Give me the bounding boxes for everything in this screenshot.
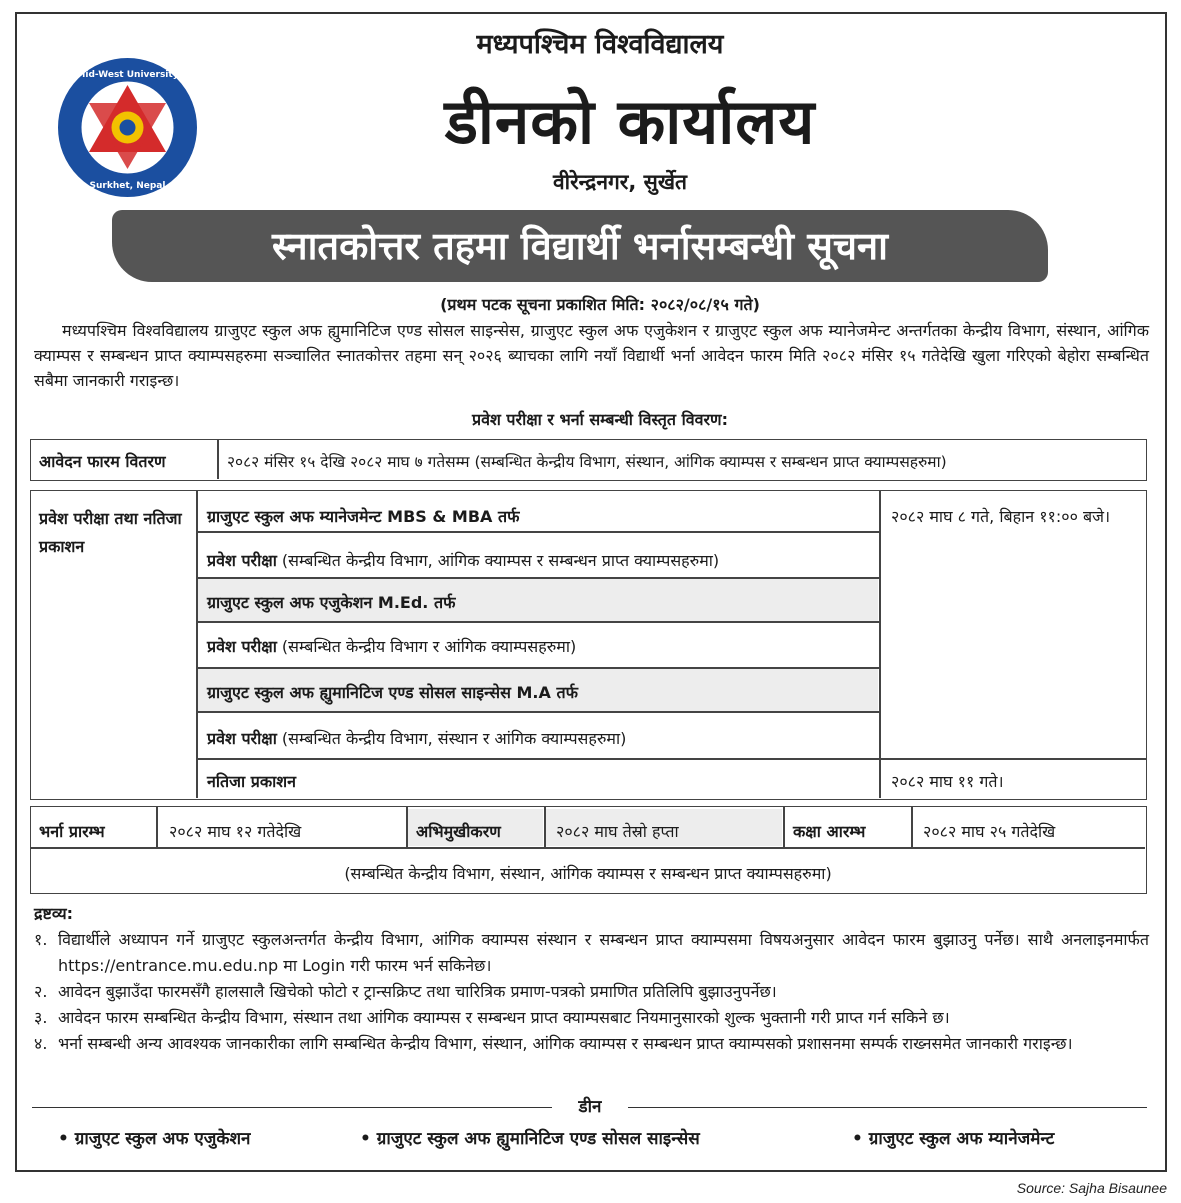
details-title: प्रवेश परीक्षा र भर्ना सम्बन्धी विस्तृत विवरण:: [471, 410, 729, 429]
notes-list: [34, 927, 1149, 1057]
notice-banner: स्नातकोत्तर तहमा विद्यार्थी भर्नासम्बन्धी सूचना: [112, 210, 1048, 282]
note-item: २. आवेदन बुझाउँदा फारमसँगै हालसालै खिचेको फोटो र ट्रान्सक्रिप्ट तथा चारित्रिक प्रमाण-पत्रको प्रमाणित प्रतिलिपि बुझाउनुपर्नेछ।: [34, 982, 777, 1001]
exam-table: [30, 490, 1147, 800]
form-distribution-row: [30, 439, 1147, 481]
university-logo: [55, 55, 200, 200]
note-item: ३. आवेदन फारम सम्बन्धित केन्द्रीय विभाग, संस्थान तथा आंगिक क्याम्पस र सम्बन्धन प्राप्त क्याम्पसबाट नियमानुसारको शुल्क भुक्तानी गरी प्राप्त गर्न सकिने छ।: [34, 1008, 950, 1027]
admission-start-label: भर्ना प्रारम्भ: [39, 822, 105, 841]
exam-management-heading: ग्राजुएट स्कुल अफ म्यानेजमेन्ट MBS & MBA तर्फ: [207, 507, 520, 526]
exam-education-detail: प्रवेश परीक्षा (सम्बन्धित केन्द्रीय विभाग र आंगिक क्याम्पसहरुमा): [207, 637, 577, 656]
orientation-label: अभिमुखीकरण: [408, 809, 543, 846]
result-label: नतिजा प्रकाशन: [207, 772, 297, 791]
class-start-value: २०८२ माघ २५ गतेदेखि: [923, 822, 1056, 841]
svg-text:Mid-West University: Mid-West University: [76, 70, 179, 80]
footer-school-education: • ग्राजुएट स्कुल अफ एजुकेशन: [58, 1129, 251, 1149]
source-credit: Source: Sajha Bisaunee: [1016, 1180, 1167, 1196]
form-distribution-label: आवेदन फारम वितरण: [39, 452, 166, 471]
publication-date: (प्रथम पटक सूचना प्रकाशित मिति: २०८२/०८/१५ गते): [440, 295, 760, 314]
exam-humanities-detail: प्रवेश परीक्षा (सम्बन्धित केन्द्रीय विभाग, संस्थान र आंगिक क्याम्पसहरुमा): [207, 729, 627, 748]
exam-date: २०८२ माघ ८ गते, बिहान ११:०० बजे।: [891, 507, 1111, 526]
class-start-label: कक्षा आरम्भ: [793, 822, 866, 841]
notes-title: द्रष्टव्य:: [34, 904, 73, 923]
svg-text:Surkhet, Nepal: Surkhet, Nepal: [89, 181, 166, 191]
footer-school-management: • ग्राजुएट स्कुल अफ म्यानेजमेन्ट: [852, 1129, 1055, 1149]
dean-line-right: [628, 1107, 1147, 1108]
intro-paragraph: मध्यपश्चिम विश्वविद्यालय ग्राजुएट स्कुल अफ ह्युमानिटिज एण्ड सोसल साइन्सेस, ग्राजुएट स्कुल अफ एजुकेशन र ग्राजुएट स्कुल अफ म्यानेजमेन्ट अन्तर्गतका केन्द्रीय विभाग, संस्थान, आंगिक क्याम्पस र सम्बन्धन प्राप्त क्याम्पसहरुमा सञ्चालित स्नातकोत्तर तहमा सन् २०२६ ब्याचका लागि नयाँ विद्यार्थी भर्ना आवेदन फारम मिति २०८२ मंसिर १५ गतेदेखि खुला गरिएको बेहोरा सम्बन्धित सबैमा जानकारी गराइन्छ।: [34, 321, 1149, 390]
orientation-value: २०८२ माघ तेस्रो हप्ता: [546, 809, 782, 846]
exam-label: प्रवेश परीक्षा तथा नतिजा प्रकाशन: [39, 509, 182, 556]
note-item: ४. भर्ना सम्बन्धी अन्य आवश्यक जानकारीका लागि सम्बन्धित केन्द्रीय विभाग, संस्थान, आंगिक क्याम्पस र सम्बन्धन प्राप्त क्याम्पसको प्रशासनमा सम्पर्क राख्नसमेत जानकारी गराइन्छ।: [34, 1034, 1073, 1053]
exam-education-heading: ग्राजुएट स्कुल अफ एजुकेशन M.Ed. तर्फ: [198, 579, 878, 621]
footer-school-humanities: • ग्राजुएट स्कुल अफ ह्युमानिटिज एण्ड सोसल साइन्सेस: [360, 1129, 700, 1149]
office-location: वीरेन्द्रनगर, सुर्खेत: [552, 170, 688, 194]
university-name: मध्यपश्चिम विश्वविद्यालय: [476, 29, 724, 60]
note-item: १. विद्यार्थीले अध्यापन गर्ने ग्राजुएट स्कुलअन्तर्गत केन्द्रीय विभाग, आंगिक क्याम्पस संस्थान र सम्बन्धन प्राप्त क्याम्पसमा विषयअनुसार आवेदन फारम बुझाउनु पर्नेछ। साथै अनलाइनमार्फत https://entrance.mu.edu.np मा Login गरी फारम भर्न सकिनेछ।: [34, 930, 1149, 975]
office-title: डीनको कार्यालय: [444, 85, 816, 158]
form-distribution-value: २०८२ मंसिर १५ देखि २०८२ माघ ७ गतेसम्म (सम्बन्धित केन्द्रीय विभाग, संस्थान, आंगिक क्याम्पस र सम्बन्धन प्राप्त क्याम्पसहरुमा): [227, 453, 947, 471]
admission-location-note: (सम्बन्धित केन्द्रीय विभाग, संस्थान, आंगिक क्याम्पस र सम्बन्धन प्राप्त क्याम्पसहरुमा): [344, 864, 832, 883]
exam-management-detail: प्रवेश परीक्षा (सम्बन्धित केन्द्रीय विभाग, आंगिक क्याम्पस र सम्बन्धन प्राप्त क्याम्पसहरुमा): [207, 551, 720, 570]
dean-signature: डीन: [578, 1097, 602, 1117]
exam-humanities-heading: ग्राजुएट स्कुल अफ ह्युमानिटिज एण्ड सोसल साइन्सेस M.A तर्फ: [198, 669, 878, 711]
dean-line-left: [32, 1107, 552, 1108]
result-date: २०८२ माघ ११ गते।: [891, 772, 1004, 791]
admission-start-value: २०८२ माघ १२ गतेदेखि: [169, 822, 302, 841]
admission-table: [30, 806, 1147, 894]
